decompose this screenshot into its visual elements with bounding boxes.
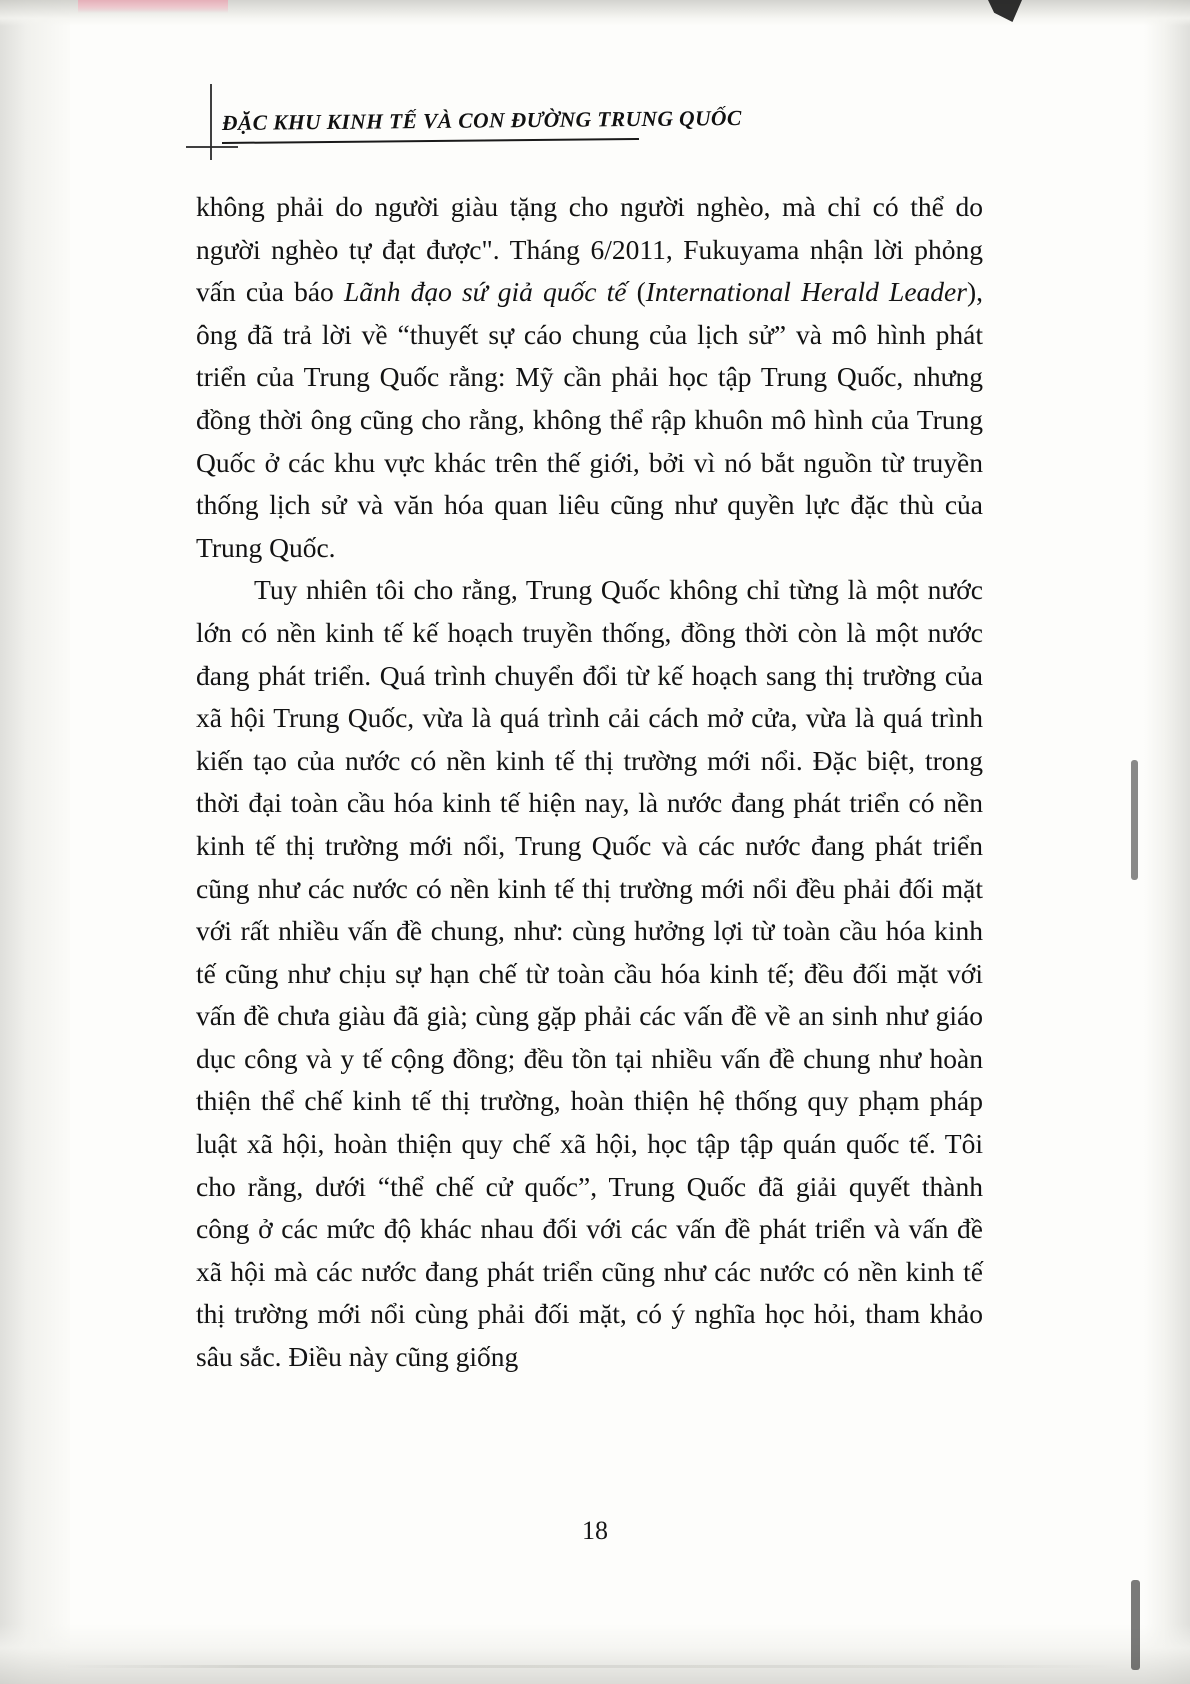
scan-bottom-shadow xyxy=(0,1624,1190,1684)
right-margin-ink-blot-lower xyxy=(1131,1580,1140,1670)
paragraph-continuation xyxy=(196,186,983,569)
paragraph-1-segment-1: không phải do người giàu tặng cho người nghèo, mà chỉ có thể do người nghèo tự đạt được". Tháng 6/2011, Fukuyama nhận lời phỏng vấn của báo xyxy=(196,191,983,308)
newspaper-title-vietnamese: Lãnh đạo sứ giả quốc tế xyxy=(343,276,627,308)
newspaper-title-english: International Herald Leader xyxy=(645,276,967,308)
paragraph-1-segment-3: ), ông đã trả lời về “thuyết sự cáo chung của lịch sử” và mô hình phát triển của Trung Quốc rằng: Mỹ cần phải học tập Trung Quốc, nhưng đồng thời ông cũng cho rằng, không thể rập khuôn mô hình của Trung Quốc ở các khu vực khác trên thế giới, bởi vì nó bắt nguồn từ truyền thống lịch sử và văn hóa quan liêu cũng như quyền lực đặc thù của Trung Quốc. xyxy=(196,276,983,563)
paragraph-1-segment-2: ( xyxy=(626,276,646,308)
scan-left-edge-shadow xyxy=(0,0,70,1684)
crop-mark-horizontal xyxy=(186,146,238,148)
running-head-title: ĐẶC KHU KINH TẾ VÀ CON ĐƯỜNG TRUNG QUỐC xyxy=(221,106,742,135)
right-margin-ink-blot-upper xyxy=(1131,760,1138,880)
running-head-block xyxy=(186,84,946,164)
paragraph-2: Tuy nhiên tôi cho rằng, Trung Quốc không chỉ từng là một nước lớn có nền kinh tế kế hoạch truyền thống, đồng thời còn là một nước đang phát triển. Quá trình chuyển đổi từ kế hoạch sang thị trường của xã hội Trung Quốc, vừa là quá trình cải cách mở cửa, vừa là quá trình kiến tạo của nước có nền kinh tế thị trường mới nổi. Đặc biệt, trong thời đại toàn cầu hóa kinh tế hiện nay, là nước đang phát triển có nền kinh tế thị trường mới nổi, Trung Quốc và các nước đang phát triển cũng như các nước có nền kinh tế thị trường mới nổi đều phải đối mặt với rất nhiều vấn đề chung, như: cùng hưởng lợi từ toàn cầu hóa kinh tế cũng như chịu sự hạn chế từ toàn cầu hóa kinh tế; đều đối mặt với vấn đề chưa giàu đã già; cùng gặp phải các vấn đề về an sinh như giáo dục công và y tế cộng đồng; đều tồn tại nhiều vấn đề chung như hoàn thiện thể chế kinh tế thị trường, hoàn thiện hệ thống quy phạm pháp luật xã hội, hoàn thiện quy chế xã hội, học tập tập quán quốc tế. Tôi cho rằng, dưới “thể chế cử quốc”, Trung Quốc đã giải quyết thành công ở các mức độ khác nhau đối với các vấn đề phát triển và vấn đề xã hội mà các nước đang phát triển cũng như các nước có nền kinh tế thị trường mới nổi cùng phải đối mặt, có ý nghĩa học hỏi, tham khảo sâu sắc. Điều này cũng giống xyxy=(196,574,983,1373)
pink-highlighter-mark xyxy=(78,0,228,13)
page-number: 18 xyxy=(582,1516,608,1545)
body-text-column xyxy=(196,186,983,1379)
page-fold-line xyxy=(60,1665,1120,1668)
scan-right-edge-shadow xyxy=(1144,0,1190,1684)
crop-mark-vertical xyxy=(210,84,212,160)
running-head-underline xyxy=(222,138,639,144)
